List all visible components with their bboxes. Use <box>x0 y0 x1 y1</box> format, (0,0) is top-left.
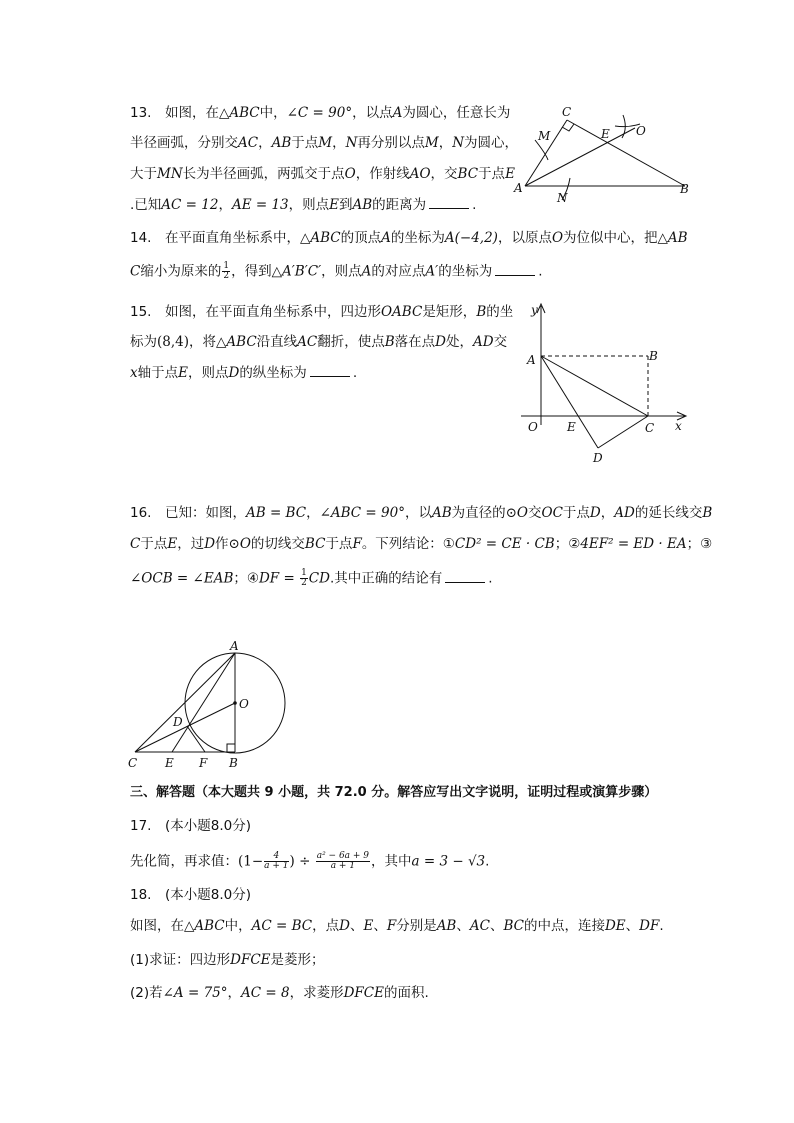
q18-line-1: 如图，在△ABC中，AC = BC，点D、E、F分别是AB、AC、BC的中点，连接DE、DF. <box>130 918 664 934</box>
q13-figure <box>510 100 700 210</box>
fraction-4-over-a-plus-1: $\frac{4}{a + 1}$ <box>264 851 289 871</box>
label-e: E <box>567 420 576 434</box>
q15-line-1: 15. 如图，在平面直角坐标系中，四边形OABC是矩形，B的坐 <box>130 304 514 320</box>
label-o: O <box>636 124 646 138</box>
segment-ac <box>541 356 648 416</box>
label-f: F <box>199 756 208 770</box>
q15-line-2: 标为(8,4)，将△ABC沿直线AC翻折，使点B落在点D处，AD交 <box>130 334 508 350</box>
label-a: A <box>230 639 239 653</box>
q16-line-2: C于点E，过D作⊙O的切线交BC于点F。下列结论：①CD² = CE · CB；②4EF² = ED · EA；③ <box>130 536 713 552</box>
label-e: E <box>165 756 174 770</box>
q13-line-2: 半径画弧，分别交AC，AB于点M，N再分别以点M，N为圆心， <box>130 135 519 151</box>
q13-line-1: 13. 如图，在△ABC中，∠C = 90°，以点A为圆心，任意长为 <box>130 105 511 121</box>
section-title: 三、解答题（本大题共 9 小题，共 72.0 分。解答应写出文字说明，证明过程或演算步骤） <box>130 785 658 800</box>
q17-header: 17. (本小题8.0分) <box>130 818 251 834</box>
label-o: O <box>239 697 249 711</box>
label-y: y <box>531 303 538 317</box>
segment-ca <box>135 653 235 752</box>
label-m: M <box>538 129 551 143</box>
q15-line-3: x轴于点E，则点D的纵坐标为 . <box>130 365 358 381</box>
label-b: B <box>229 756 238 770</box>
right-angle-mark <box>227 744 235 752</box>
segment-co <box>135 703 235 752</box>
q16-line-3: ∠OCB = ∠EAB；④DF = $\frac{1}{2}$ CD.其中正确的结论有 . <box>130 568 493 588</box>
label-x: x <box>675 419 682 433</box>
label-a: A <box>514 181 523 195</box>
q14-line-1: 14. 在平面直角坐标系中，△ABC的顶点A的坐标为A(−4,2)，以原点O为位似中心，把△AB <box>130 230 688 246</box>
label-d: D <box>593 451 603 465</box>
q18-part-2: (2)若∠A = 75°，AC = 8，求菱形DFCE的面积. <box>130 985 429 1001</box>
q13-line-4: .已知AC = 12，AE = 13，则点E到AB的距离为 . <box>130 197 477 213</box>
q13-line-3: 大于MN长为半径画弧，两弧交于点O，作射线AO，交BC于点E <box>130 166 515 182</box>
segment-cb <box>567 120 685 186</box>
q17-body: 先化简，再求值：(1− $\frac{4}{a + 1}$ ) ÷ $\frac{\text{a² − 6a + 9}}{a + 1}$ ，其中a = 3 − √3. <box>130 851 490 871</box>
fraction-one-half: $\frac{1}{2}$ <box>301 568 307 588</box>
answer-blank[interactable] <box>445 570 485 583</box>
segment-ad <box>541 356 598 448</box>
label-c: C <box>562 105 572 119</box>
q16-figure <box>125 638 295 773</box>
label-e: E <box>601 127 610 141</box>
segment-ae <box>172 653 235 752</box>
label-c: C <box>128 756 138 770</box>
arc-m <box>535 140 548 160</box>
q14-line-2: C缩小为原来的 $\frac{1}{2}$ ，得到△A′B′C′，则点A的对应点A′的坐标为 . <box>130 261 543 281</box>
center-point <box>233 701 237 705</box>
q18-part-1: (1)求证：四边形DFCE是菱形； <box>130 952 325 968</box>
fraction-one-half: $\frac{1}{2}$ <box>223 261 230 281</box>
segment-dc <box>598 416 648 448</box>
label-b: B <box>649 349 658 363</box>
answer-blank[interactable] <box>495 263 535 276</box>
answer-blank[interactable] <box>310 364 350 377</box>
q18-header: 18. (本小题8.0分) <box>130 887 251 903</box>
label-d: D <box>173 715 183 729</box>
fraction-quadratic-over-a-plus-1: $\frac{\text{a² − 6a + 9}}{a + 1}$ <box>316 851 370 871</box>
tangent-df <box>187 726 205 752</box>
label-o: O <box>528 420 538 434</box>
label-c: C <box>645 421 655 435</box>
label-b: B <box>680 182 689 196</box>
label-a: A <box>527 353 536 367</box>
q16-line-1: 16. 已知：如图，AB = BC，∠ABC = 90°，以AB为直径的⊙O交OC于点D，AD的延长线交B <box>130 505 713 521</box>
label-n: N <box>557 191 568 205</box>
answer-blank[interactable] <box>429 196 469 209</box>
q15-figure <box>515 300 695 470</box>
